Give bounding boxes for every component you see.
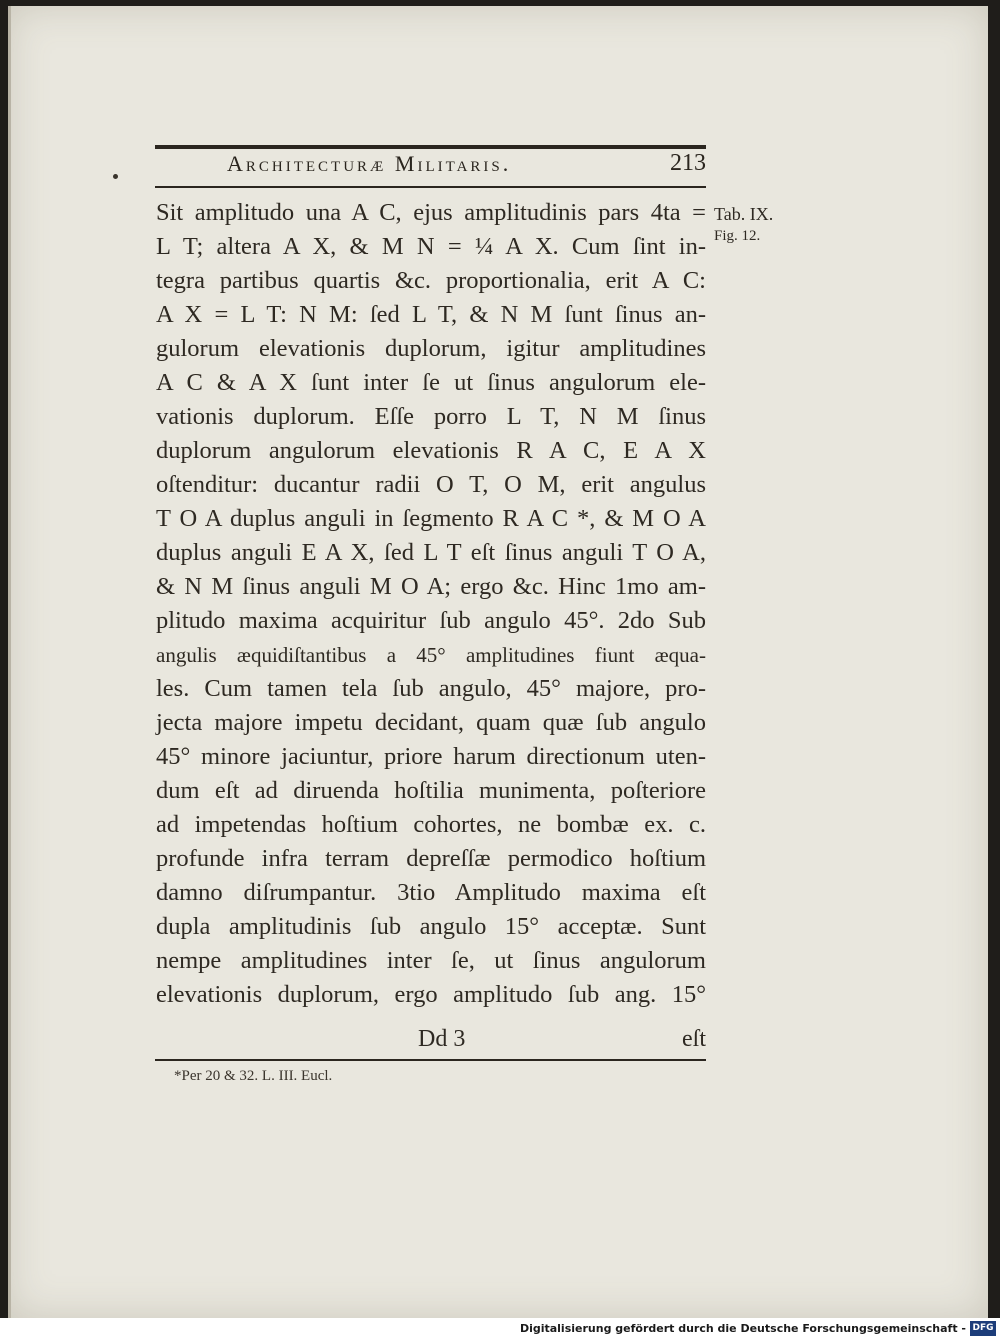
text-line: jecta majore impetu decidant, quam quæ ſub angulo	[156, 709, 706, 736]
page-edge	[8, 6, 11, 1318]
header-rule-bottom	[155, 186, 706, 188]
credit-bar	[0, 1318, 1000, 1340]
text-line: plitudo maxima acquiritur ſub angulo 45°. 2do Sub	[156, 607, 706, 634]
funding-credit: Digitalisierung gefördert durch die Deutsche Forschungsgemeinschaft -	[519, 1322, 966, 1335]
text-line: vationis duplorum. Eſſe porro L T, N M ſinus	[156, 403, 706, 430]
text-line: damno diſrumpantur. 3tio Amplitudo maxima eſt	[156, 879, 706, 906]
footer-rule	[155, 1059, 706, 1061]
text-line: dum eſt ad diruenda hoſtilia munimenta, poſteriore	[156, 777, 706, 804]
footnote: *Per 20 & 32. L. III. Eucl.	[174, 1068, 333, 1084]
text-line: duplus anguli E A X, ſed L T eſt ſinus anguli T O A,	[156, 539, 706, 566]
dfg-logo: DFG	[970, 1321, 996, 1336]
text-line: A X = L T: N M: ſed L T, & N M ſunt ſinus an-	[156, 301, 706, 328]
text-line: A C & A X ſunt inter ſe ut ſinus angulorum ele-	[156, 369, 706, 396]
running-head	[155, 150, 706, 184]
text-line: 45° minore jaciuntur, priore harum directionum uten-	[156, 743, 706, 770]
header-rule-top	[155, 145, 706, 149]
text-line: L T; altera A X, & M N = ¼ A X. Cum ſint in-	[156, 233, 706, 260]
text-line: les. Cum tamen tela ſub angulo, 45° majore, pro-	[156, 675, 706, 702]
text-line: duplorum angulorum elevationis R A C, E A X	[156, 437, 706, 464]
margin-reference-table: Tab. IX.	[714, 204, 774, 224]
text-line: oſtenditur: ducantur radii O T, O M, erit angulus	[156, 471, 706, 498]
text-line: ad impetendas hoſtium cohortes, ne bombæ ex. c.	[156, 811, 706, 838]
text-line: gulorum elevationis duplorum, igitur amplitudines	[156, 335, 706, 362]
text-line: profunde infra terram depreſſæ permodico hoſtium	[156, 845, 706, 872]
text-line: elevationis duplorum, ergo amplitudo ſub ang. 15°	[156, 981, 706, 1008]
margin-mark	[113, 174, 118, 179]
catchword: eſt	[682, 1026, 706, 1052]
margin-reference-figure: Fig. 12.	[714, 228, 761, 244]
running-title: Architecturæ Militaris.	[227, 151, 512, 176]
text-line: T O A duplus anguli in ſegmento R A C *, & M O A	[156, 505, 706, 532]
page-number: 213	[670, 150, 706, 176]
text-line: Sit amplitudo una A C, ejus amplitudinis pars 4ta =	[156, 199, 706, 226]
text-line: nempe amplitudines inter ſe, ut ſinus angulorum	[156, 947, 706, 974]
text-line: angulis æquidiſtantibus a 45° amplitudines fiunt æqua-	[156, 643, 706, 667]
text-line: dupla amplitudinis ſub angulo 15° acceptæ. Sunt	[156, 913, 706, 940]
catchword-row	[156, 1026, 706, 1058]
signature-mark: Dd 3	[418, 1026, 466, 1052]
text-line: & N M ſinus anguli M O A; ergo &c. Hinc 1mo am-	[156, 573, 706, 600]
text-line: tegra partibus quartis &c. proportionalia, erit A C:	[156, 267, 706, 294]
